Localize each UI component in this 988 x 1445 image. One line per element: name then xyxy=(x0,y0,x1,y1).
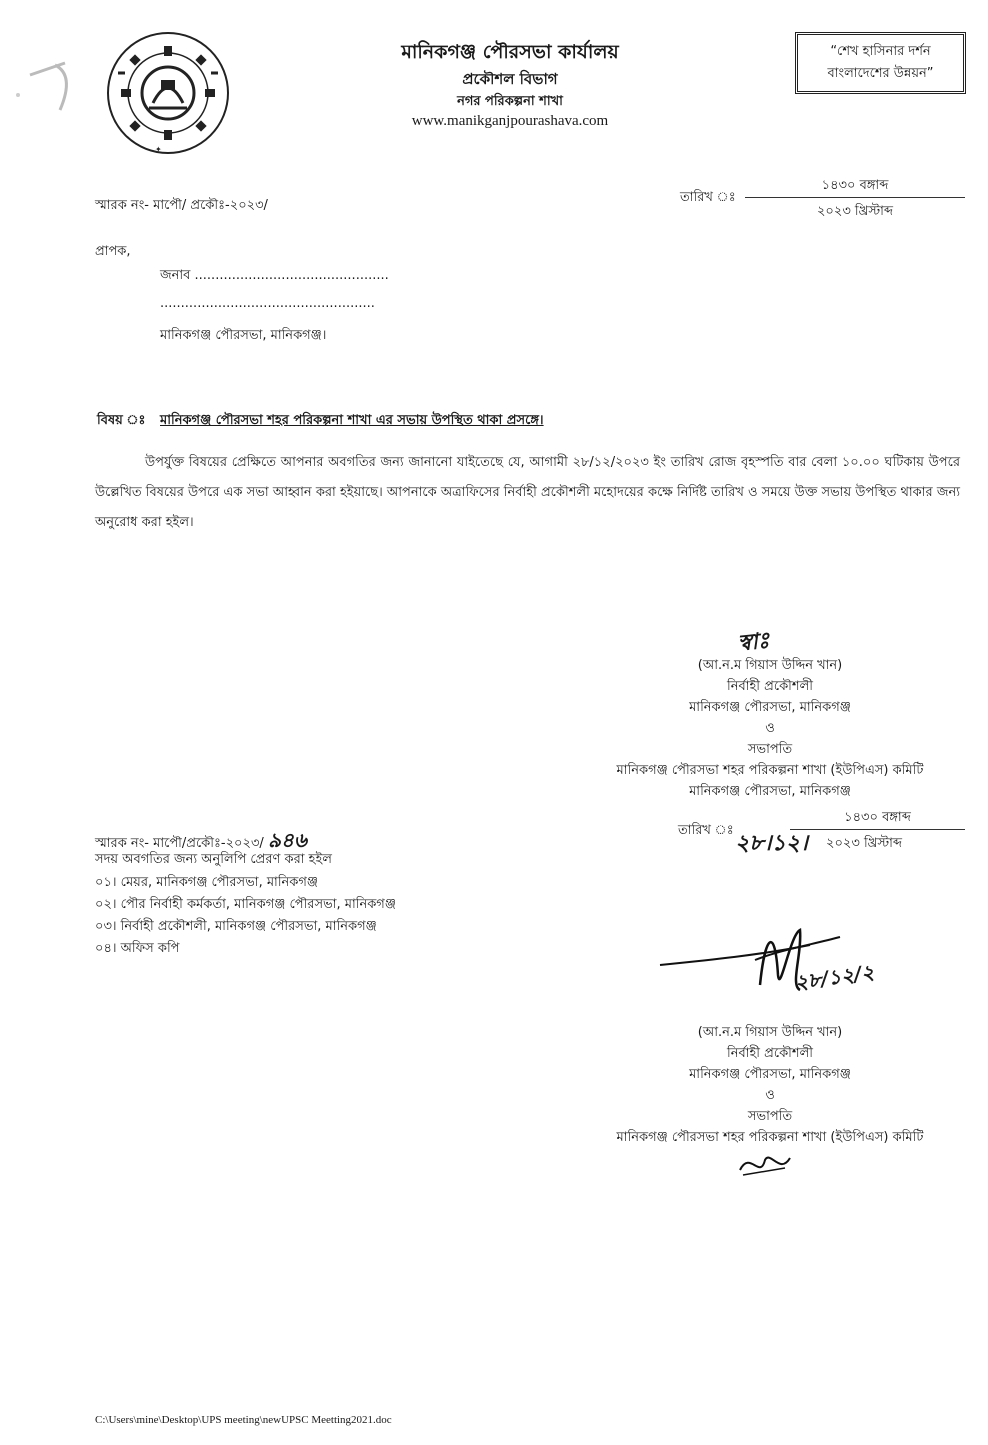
signer-title: নির্বাহী প্রকৌশলী xyxy=(726,679,813,694)
handwritten-signature-icon xyxy=(650,915,930,1025)
signer-name: (আ.ন.ম গিয়াস উদ্দিন খান) xyxy=(697,658,843,673)
copy-list-item: ০৪। অফিস কপি xyxy=(95,941,180,956)
copy-list-item: ০৩। নির্বাহী প্রকৌশলী, মানিকগঞ্জ পৌরসভা, মানিকগঞ্জ xyxy=(95,919,377,934)
copy-date-label: তারিখ ঃ xyxy=(678,823,734,838)
signer-and: ও xyxy=(765,721,775,736)
signer-name: (আ.ন.ম গিয়াস উদ্দিন খান) xyxy=(697,1025,843,1040)
signature-mark: স্বাঃ xyxy=(736,627,771,657)
scan-mark xyxy=(10,55,80,125)
slogan-box xyxy=(795,32,966,94)
recipient-line-1: জনাব ............................................... xyxy=(160,268,389,283)
recipient-label: প্রাপক, xyxy=(95,244,131,259)
copy-date-bengali: ১৪৩০ বঙ্গাব্দ xyxy=(844,810,911,825)
website-link[interactable]: www.manikganjpourashava.com xyxy=(411,113,609,129)
copy-list xyxy=(95,872,396,960)
date-divider xyxy=(745,197,965,198)
copy-list-item: ০২। পৌর নির্বাহী কর্মকর্তা, মানিকগঞ্জ পৌরসভা, মানিকগঞ্জ xyxy=(95,897,396,912)
subject-label: বিষয় ঃ xyxy=(97,413,146,428)
copy-intro: সদয় অবগতির জন্য অনুলিপি প্রেরণ করা হইল xyxy=(95,852,332,867)
svg-text:✦: ✦ xyxy=(155,145,162,154)
department-name: প্রকৌশল বিভাগ xyxy=(462,70,558,88)
slogan-line-1: “শেখ হাসিনার দর্শন xyxy=(830,44,931,59)
signature-block-2 xyxy=(560,1022,980,1148)
signer-and: ও xyxy=(765,1088,775,1103)
file-path-footer: C:\Users\mine\Desktop\UPS meeting\newUPSC Meetting2021.doc xyxy=(95,1414,392,1426)
copy-date-gregorian: ২০২৩ খ্রিস্টাব্দ xyxy=(826,836,903,851)
copy-list-item: ০১। মেয়র, মানিকগঞ্জ পৌরসভা, মানিকগঞ্জ xyxy=(95,875,319,890)
signer-org: মানিকগঞ্জ পৌরসভা, মানিকগঞ্জ xyxy=(689,1067,851,1082)
signer-committee: মানিকগঞ্জ পৌরসভা শহর পরিকল্পনা শাখা (ইউপিএস) কমিটি xyxy=(616,763,924,778)
signature-date-handwritten: ২৮/১২/২ xyxy=(793,959,876,995)
letter-body: উপর্যুক্ত বিষয়ের প্রেক্ষিতে আপনার অবগতির জন্য জানানো যাইতেছে যে, আগামী ২৮/১২/২০২৩ ইং তারিখ রোজ বৃহস্পতি বার বেলা ১০.০০ ঘটিকায় উপরে উল্লেখিত বিষয়ের উপরে এক সভা আহ্বান করা হইয়াছে। আপনাকে অত্রাফিসের নির্বাহী প্রকৌশলী মহোদয়ের কক্ষে নির্দিষ্ট তারিখ ও সময়ে উক্ত সভায় উপস্থিত থাকার জন্য অনুরোধ করা হইল। xyxy=(95,455,960,530)
branch-name: নগর পরিকল্পনা শাখা xyxy=(457,94,563,109)
date-bengali: ১৪৩০ বঙ্গাব্দ xyxy=(821,178,889,193)
copy-date-handwritten: ২৮।১২। xyxy=(735,830,808,856)
initial-icon xyxy=(735,1150,795,1180)
recipient-line-3: মানিকগঞ্জ পৌরসভা, মানিকগঞ্জ। xyxy=(160,328,327,343)
subject-text: মানিকগঞ্জ পৌরসভা শহর পরিকল্পনা শাখা এর সভায় উপস্থিত থাকা প্রসঙ্গে। xyxy=(160,413,544,428)
signature-block-1 xyxy=(560,655,980,802)
date-label: তারিখ ঃ xyxy=(680,190,736,205)
office-name: মানিকগঞ্জ পৌরসভা কার্যালয় xyxy=(401,41,619,63)
slogan-line-2: বাংলাদেশের উন্নয়ন” xyxy=(827,66,934,81)
signer-role: সভাপতি xyxy=(747,1109,793,1124)
signer-committee: মানিকগঞ্জ পৌরসভা শহর পরিকল্পনা শাখা (ইউপিএস) কমিটি xyxy=(616,1130,924,1145)
copy-date-divider xyxy=(790,829,965,830)
signer-role: সভাপতি xyxy=(747,742,793,757)
municipality-seal-icon xyxy=(103,28,233,158)
signer-org: মানিকগঞ্জ পৌরসভা, মানিকগঞ্জ xyxy=(689,700,851,715)
recipient-line-2: .................................................... xyxy=(160,296,375,311)
memo-ref: স্মারক নং- মাপৌ/ প্রকৌঃ-২০২৩/ xyxy=(95,198,268,213)
date-gregorian: ২০২৩ খ্রিস্টাব্দ xyxy=(816,204,894,219)
copy-memo-ref-text: স্মারক নং- মাপৌ/প্রকৌঃ-২০২৩/ xyxy=(95,836,264,851)
copy-memo-ref-handwritten: ৯৪৬ xyxy=(267,828,307,852)
signer-org-2: মানিকগঞ্জ পৌরসভা, মানিকগঞ্জ xyxy=(689,784,851,799)
signer-title: নির্বাহী প্রকৌশলী xyxy=(726,1046,813,1061)
